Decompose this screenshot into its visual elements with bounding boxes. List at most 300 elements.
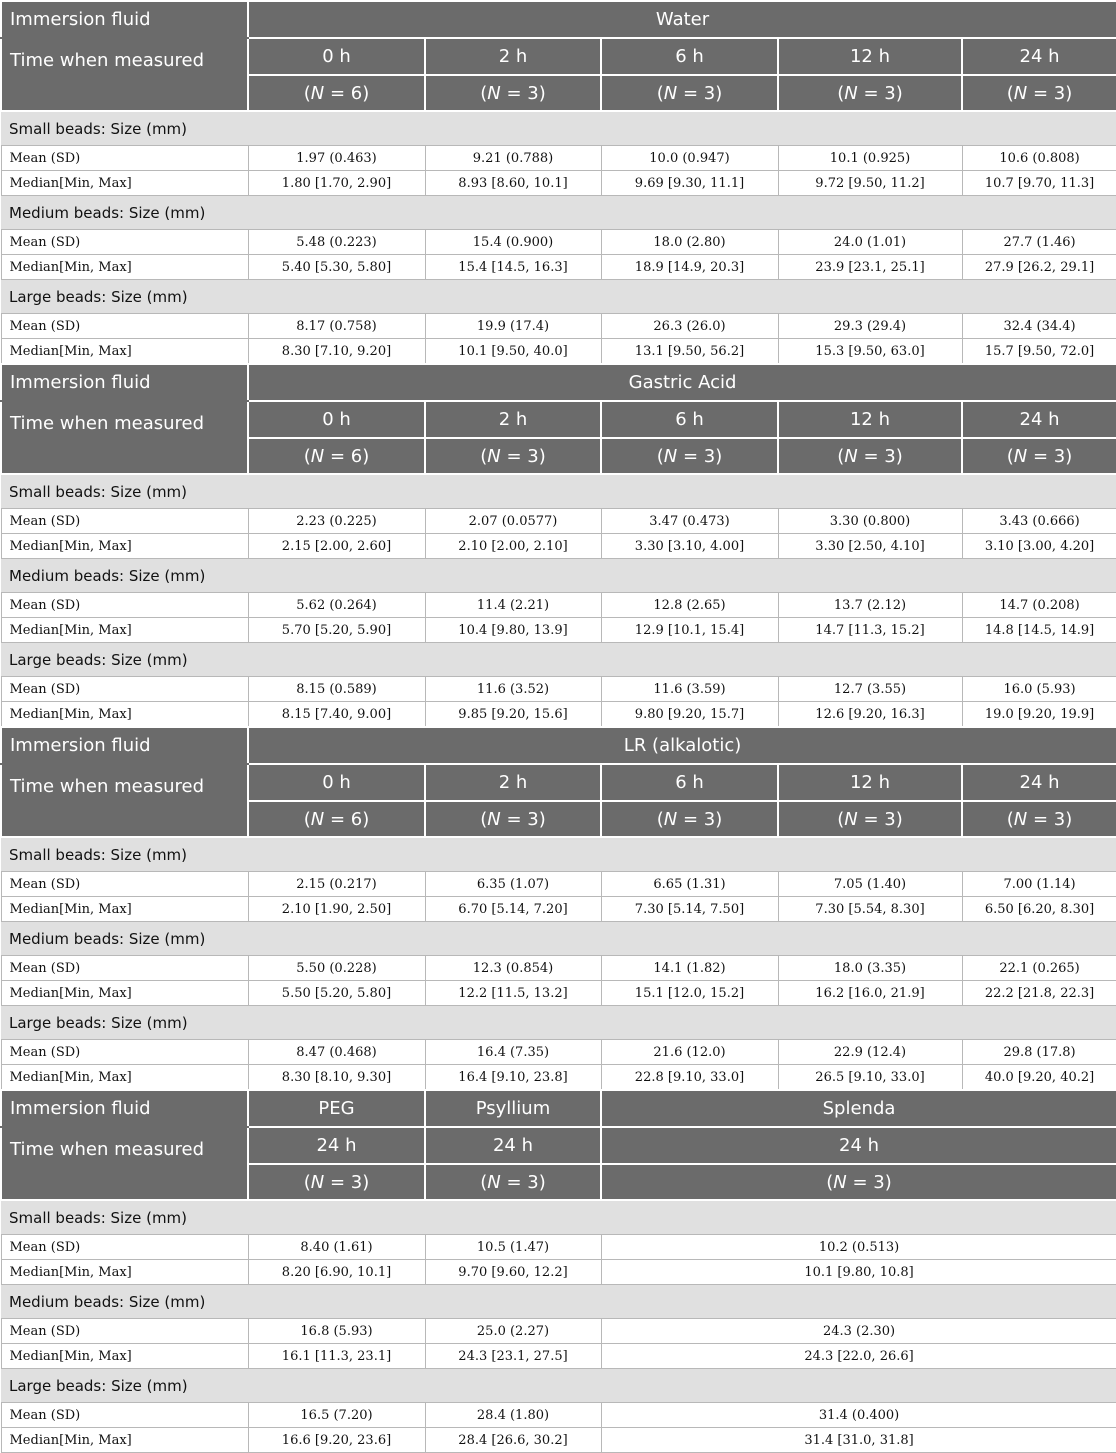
n-value: 3 (527, 808, 539, 830)
data-cell: 16.8 (5.93) (248, 1319, 425, 1344)
n-close-paren: ) (1065, 808, 1073, 830)
n-open-paren: ( (303, 1171, 311, 1193)
sample-size-header (248, 438, 425, 474)
n-variable: N (1013, 82, 1028, 104)
data-row-median (1, 897, 1116, 922)
data-cell: 31.4 [31.0, 31.8] (601, 1428, 1116, 1453)
n-value: 3 (527, 82, 539, 104)
large-beads-heading: Large beads: Size (mm) (1, 280, 1116, 314)
data-cell: 24.3 (2.30) (601, 1319, 1116, 1344)
immersion-fluid-label: Immersion fluid (1, 727, 248, 764)
data-cell: 9.69 [9.30, 11.1] (601, 171, 778, 196)
n-value: 3 (873, 1171, 885, 1193)
n-variable: N (310, 1171, 325, 1193)
time-header: 24 h (425, 1127, 601, 1164)
fluid-name: PEG (248, 1090, 425, 1127)
data-cell: 10.1 [9.50, 40.0] (425, 339, 601, 365)
data-row-median (1, 1260, 1116, 1285)
data-cell: 15.7 [9.50, 72.0] (962, 339, 1116, 365)
sample-size-header (601, 75, 778, 111)
row-label-mean-sd: Mean (SD) (1, 1319, 248, 1344)
sample-size-header (248, 801, 425, 837)
n-close-paren: ) (1065, 82, 1073, 104)
small-beads-heading: Small beads: Size (mm) (1, 474, 1116, 509)
row-label-mean-sd: Mean (SD) (1, 1403, 248, 1428)
immersion-fluid-label: Immersion fluid (1, 1090, 248, 1127)
n-variable: N (1013, 808, 1028, 830)
n-close-paren: ) (1065, 445, 1073, 467)
row-label-median-min-max: Median[Min, Max] (1, 534, 248, 559)
data-cell: 8.30 [8.10, 9.30] (248, 1065, 425, 1091)
data-cell: 8.17 (0.758) (248, 314, 425, 339)
data-cell: 3.30 [3.10, 4.00] (601, 534, 778, 559)
data-cell: 12.3 (0.854) (425, 956, 601, 981)
row-label-median-min-max: Median[Min, Max] (1, 702, 248, 728)
data-cell: 7.30 [5.14, 7.50] (601, 897, 778, 922)
data-cell: 13.1 [9.50, 56.2] (601, 339, 778, 365)
n-equals: = (500, 82, 528, 104)
fluid-name: Gastric Acid (248, 364, 1116, 401)
data-cell: 7.05 (1.40) (778, 872, 962, 897)
data-cell: 9.72 [9.50, 11.2] (778, 171, 962, 196)
section-row-medium (1, 196, 1116, 230)
data-cell: 29.8 (17.8) (962, 1040, 1116, 1065)
data-cell: 6.50 [6.20, 8.30] (962, 897, 1116, 922)
data-cell: 28.4 [26.6, 30.2] (425, 1428, 601, 1453)
data-cell: 24.3 [22.0, 26.6] (601, 1344, 1116, 1369)
small-beads-heading: Small beads: Size (mm) (1, 837, 1116, 872)
data-cell: 8.15 (0.589) (248, 677, 425, 702)
sample-size-header (778, 801, 962, 837)
n-value: 3 (350, 1171, 363, 1193)
n-value: 3 (884, 808, 896, 830)
n-open-paren: ( (837, 808, 845, 830)
row-label-median-min-max: Median[Min, Max] (1, 1065, 248, 1091)
data-cell: 27.9 [26.2, 29.1] (962, 255, 1116, 280)
data-row-mean (1, 1235, 1116, 1260)
section-row-small (1, 111, 1116, 146)
time-header: 0 h (248, 764, 425, 801)
n-variable: N (663, 82, 678, 104)
data-cell: 9.80 [9.20, 15.7] (601, 702, 778, 728)
large-beads-heading: Large beads: Size (mm) (1, 1369, 1116, 1403)
data-row-mean (1, 1403, 1116, 1428)
data-cell: 8.40 (1.61) (248, 1235, 425, 1260)
data-cell: 9.85 [9.20, 15.6] (425, 702, 601, 728)
section-row-small (1, 837, 1116, 872)
data-cell: 22.1 (0.265) (962, 956, 1116, 981)
n-close-paren: ) (362, 1171, 370, 1193)
header-row-time (1, 401, 1116, 438)
data-cell: 10.6 (0.808) (962, 146, 1116, 171)
data-cell: 23.9 [23.1, 25.1] (778, 255, 962, 280)
data-cell: 25.0 (2.27) (425, 1319, 601, 1344)
data-cell: 2.23 (0.225) (248, 509, 425, 534)
n-equals: = (324, 1171, 351, 1193)
data-row-median (1, 1065, 1116, 1091)
sample-size-header (248, 1164, 425, 1200)
header-row-fluid (1, 364, 1116, 401)
data-cell: 16.6 [9.20, 23.6] (248, 1428, 425, 1453)
data-cell: 22.2 [21.8, 22.3] (962, 981, 1116, 1006)
data-cell: 3.30 [2.50, 4.10] (778, 534, 962, 559)
data-cell: 5.48 (0.223) (248, 230, 425, 255)
n-open-paren: ( (837, 82, 845, 104)
n-equals: = (677, 445, 704, 467)
medium-beads-heading: Medium beads: Size (mm) (1, 1285, 1116, 1319)
n-close-paren: ) (362, 808, 370, 830)
data-cell: 12.6 [9.20, 16.3] (778, 702, 962, 728)
time-measured-label: Time when measured (1, 401, 248, 474)
large-beads-heading: Large beads: Size (mm) (1, 1006, 1116, 1040)
section-row-small (1, 474, 1116, 509)
row-label-median-min-max: Median[Min, Max] (1, 618, 248, 643)
small-beads-heading: Small beads: Size (mm) (1, 1200, 1116, 1235)
data-cell: 21.6 (12.0) (601, 1040, 778, 1065)
data-cell: 10.0 (0.947) (601, 146, 778, 171)
n-value: 3 (527, 445, 539, 467)
time-header: 24 h (962, 764, 1116, 801)
n-close-paren: ) (538, 808, 546, 830)
data-cell: 18.0 (3.35) (778, 956, 962, 981)
n-variable: N (833, 1171, 847, 1193)
data-cell: 19.0 [9.20, 19.9] (962, 702, 1116, 728)
data-cell: 8.30 [7.10, 9.20] (248, 339, 425, 365)
data-cell: 29.3 (29.4) (778, 314, 962, 339)
n-value: 3 (884, 82, 896, 104)
data-cell: 14.1 (1.82) (601, 956, 778, 981)
n-variable: N (844, 445, 858, 467)
n-equals: = (1027, 82, 1054, 104)
n-open-paren: ( (303, 82, 311, 104)
data-cell: 10.2 (0.513) (601, 1235, 1116, 1260)
time-header: 12 h (778, 764, 962, 801)
n-open-paren: ( (1006, 82, 1014, 104)
data-cell: 10.1 (0.925) (778, 146, 962, 171)
row-label-mean-sd: Mean (SD) (1, 509, 248, 534)
sample-size-header (248, 75, 425, 111)
n-value: 3 (1053, 82, 1066, 104)
fluid-name: Splenda (601, 1090, 1116, 1127)
n-value: 3 (884, 445, 896, 467)
header-row-time (1, 38, 1116, 75)
data-cell: 8.15 [7.40, 9.00] (248, 702, 425, 728)
data-cell: 18.0 (2.80) (601, 230, 778, 255)
n-equals: = (500, 808, 528, 830)
n-value: 6 (350, 445, 363, 467)
large-beads-heading: Large beads: Size (mm) (1, 643, 1116, 677)
immersion-fluid-label: Immersion fluid (1, 1, 248, 38)
row-label-mean-sd: Mean (SD) (1, 230, 248, 255)
data-cell: 10.1 [9.80, 10.8] (601, 1260, 1116, 1285)
n-equals: = (677, 82, 704, 104)
data-cell: 12.7 (3.55) (778, 677, 962, 702)
n-variable: N (487, 445, 501, 467)
fluid-name: Water (248, 1, 1116, 38)
n-equals: = (857, 808, 885, 830)
data-cell: 27.7 (1.46) (962, 230, 1116, 255)
data-row-mean (1, 956, 1116, 981)
n-equals: = (1027, 808, 1054, 830)
time-measured-label: Time when measured (1, 1127, 248, 1200)
medium-beads-heading: Medium beads: Size (mm) (1, 559, 1116, 593)
data-cell: 15.1 [12.0, 15.2] (601, 981, 778, 1006)
sample-size-header (601, 438, 778, 474)
data-cell: 12.8 (2.65) (601, 593, 778, 618)
row-label-median-min-max: Median[Min, Max] (1, 171, 248, 196)
data-cell: 2.10 [2.00, 2.10] (425, 534, 601, 559)
data-row-mean (1, 230, 1116, 255)
n-equals: = (500, 1171, 528, 1193)
data-cell: 16.0 (5.93) (962, 677, 1116, 702)
n-value: 3 (703, 808, 716, 830)
row-label-median-min-max: Median[Min, Max] (1, 897, 248, 922)
n-equals: = (324, 82, 351, 104)
n-variable: N (487, 1171, 501, 1193)
data-cell: 6.65 (1.31) (601, 872, 778, 897)
sample-size-header (778, 438, 962, 474)
data-row-mean (1, 677, 1116, 702)
data-cell: 10.4 [9.80, 13.9] (425, 618, 601, 643)
data-cell: 14.7 [11.3, 15.2] (778, 618, 962, 643)
data-row-mean (1, 593, 1116, 618)
row-label-mean-sd: Mean (SD) (1, 1235, 248, 1260)
time-measured-label: Time when measured (1, 764, 248, 837)
data-cell: 14.8 [14.5, 14.9] (962, 618, 1116, 643)
n-open-paren: ( (837, 445, 845, 467)
data-row-median (1, 702, 1116, 728)
n-equals: = (1027, 445, 1054, 467)
section-row-large (1, 280, 1116, 314)
n-variable: N (487, 808, 501, 830)
data-cell: 10.5 (1.47) (425, 1235, 601, 1260)
data-cell: 5.50 (0.228) (248, 956, 425, 981)
n-close-paren: ) (362, 445, 370, 467)
data-cell: 2.10 [1.90, 2.50] (248, 897, 425, 922)
row-label-mean-sd: Mean (SD) (1, 677, 248, 702)
n-close-paren: ) (884, 1171, 892, 1193)
n-open-paren: ( (480, 82, 488, 104)
n-close-paren: ) (715, 808, 723, 830)
sample-size-header (962, 801, 1116, 837)
n-open-paren: ( (303, 808, 311, 830)
data-cell: 15.3 [9.50, 63.0] (778, 339, 962, 365)
row-label-median-min-max: Median[Min, Max] (1, 255, 248, 280)
row-label-mean-sd: Mean (SD) (1, 593, 248, 618)
time-header: 12 h (778, 401, 962, 438)
data-cell: 15.4 (0.900) (425, 230, 601, 255)
n-variable: N (1013, 445, 1028, 467)
n-open-paren: ( (1006, 808, 1014, 830)
header-row-time (1, 764, 1116, 801)
n-value: 3 (527, 1171, 539, 1193)
sample-size-header (778, 75, 962, 111)
time-header: 2 h (425, 764, 601, 801)
data-cell: 31.4 (0.400) (601, 1403, 1116, 1428)
section-row-medium (1, 922, 1116, 956)
n-variable: N (310, 808, 325, 830)
n-equals: = (857, 445, 885, 467)
section-row-large (1, 1369, 1116, 1403)
data-cell: 32.4 (34.4) (962, 314, 1116, 339)
n-equals: = (846, 1171, 874, 1193)
time-header: 24 h (962, 38, 1116, 75)
n-close-paren: ) (895, 82, 903, 104)
data-cell: 10.7 [9.70, 11.3] (962, 171, 1116, 196)
time-header: 0 h (248, 38, 425, 75)
data-row-mean (1, 314, 1116, 339)
data-cell: 6.70 [5.14, 7.20] (425, 897, 601, 922)
n-close-paren: ) (895, 808, 903, 830)
n-close-paren: ) (538, 82, 546, 104)
data-row-median (1, 1428, 1116, 1453)
n-equals: = (324, 445, 351, 467)
n-value: 3 (1053, 808, 1066, 830)
data-cell: 3.10 [3.00, 4.20] (962, 534, 1116, 559)
data-cell: 22.8 [9.10, 33.0] (601, 1065, 778, 1091)
n-value: 3 (1053, 445, 1066, 467)
data-cell: 26.5 [9.10, 33.0] (778, 1065, 962, 1091)
medium-beads-heading: Medium beads: Size (mm) (1, 196, 1116, 230)
header-row-fluid (1, 727, 1116, 764)
n-close-paren: ) (715, 82, 723, 104)
data-cell: 28.4 (1.80) (425, 1403, 601, 1428)
data-cell: 14.7 (0.208) (962, 593, 1116, 618)
sample-size-header (425, 801, 601, 837)
immersion-fluid-label: Immersion fluid (1, 364, 248, 401)
sample-size-header (962, 75, 1116, 111)
time-header: 24 h (962, 401, 1116, 438)
data-cell: 7.30 [5.54, 8.30] (778, 897, 962, 922)
data-cell: 16.5 (7.20) (248, 1403, 425, 1428)
fluid-name: LR (alkalotic) (248, 727, 1116, 764)
n-variable: N (844, 82, 858, 104)
data-cell: 16.4 (7.35) (425, 1040, 601, 1065)
data-row-median (1, 618, 1116, 643)
n-open-paren: ( (303, 445, 311, 467)
data-row-mean (1, 509, 1116, 534)
row-label-mean-sd: Mean (SD) (1, 146, 248, 171)
section-row-small (1, 1200, 1116, 1235)
data-cell: 2.07 (0.0577) (425, 509, 601, 534)
n-equals: = (324, 808, 351, 830)
n-open-paren: ( (480, 808, 488, 830)
n-equals: = (500, 445, 528, 467)
data-cell: 24.3 [23.1, 27.5] (425, 1344, 601, 1369)
sample-size-header (601, 801, 778, 837)
data-cell: 9.70 [9.60, 12.2] (425, 1260, 601, 1285)
data-row-mean (1, 872, 1116, 897)
data-row-mean (1, 1319, 1116, 1344)
header-row-time (1, 1127, 1116, 1164)
data-cell: 7.00 (1.14) (962, 872, 1116, 897)
data-cell: 2.15 (0.217) (248, 872, 425, 897)
data-row-mean (1, 146, 1116, 171)
n-equals: = (677, 808, 704, 830)
time-header: 24 h (601, 1127, 1116, 1164)
n-variable: N (310, 82, 325, 104)
n-value: 3 (703, 82, 716, 104)
row-label-median-min-max: Median[Min, Max] (1, 1344, 248, 1369)
data-cell: 16.4 [9.10, 23.8] (425, 1065, 601, 1091)
n-close-paren: ) (362, 82, 370, 104)
data-cell: 40.0 [9.20, 40.2] (962, 1065, 1116, 1091)
row-label-median-min-max: Median[Min, Max] (1, 339, 248, 365)
data-row-median (1, 171, 1116, 196)
row-label-mean-sd: Mean (SD) (1, 872, 248, 897)
data-cell: 3.30 (0.800) (778, 509, 962, 534)
data-cell: 22.9 (12.4) (778, 1040, 962, 1065)
n-open-paren: ( (656, 445, 664, 467)
data-cell: 11.6 (3.52) (425, 677, 601, 702)
n-variable: N (487, 82, 501, 104)
medium-beads-heading: Medium beads: Size (mm) (1, 922, 1116, 956)
data-row-mean (1, 1040, 1116, 1065)
data-cell: 5.62 (0.264) (248, 593, 425, 618)
sample-size-header (425, 438, 601, 474)
row-label-mean-sd: Mean (SD) (1, 956, 248, 981)
sample-size-header (425, 1164, 601, 1200)
sample-size-header (962, 438, 1116, 474)
row-label-median-min-max: Median[Min, Max] (1, 1428, 248, 1453)
row-label-mean-sd: Mean (SD) (1, 1040, 248, 1065)
n-value: 3 (703, 445, 716, 467)
n-close-paren: ) (895, 445, 903, 467)
n-variable: N (663, 808, 678, 830)
data-cell: 26.3 (26.0) (601, 314, 778, 339)
n-value: 6 (350, 82, 363, 104)
n-variable: N (663, 445, 678, 467)
row-label-mean-sd: Mean (SD) (1, 314, 248, 339)
time-header: 6 h (601, 401, 778, 438)
n-open-paren: ( (480, 445, 488, 467)
n-value: 6 (350, 808, 363, 830)
data-cell: 5.50 [5.20, 5.80] (248, 981, 425, 1006)
row-label-median-min-max: Median[Min, Max] (1, 1260, 248, 1285)
sample-size-header (601, 1164, 1116, 1200)
n-open-paren: ( (1006, 445, 1014, 467)
small-beads-heading: Small beads: Size (mm) (1, 111, 1116, 146)
data-cell: 3.43 (0.666) (962, 509, 1116, 534)
data-cell: 18.9 [14.9, 20.3] (601, 255, 778, 280)
data-cell: 9.21 (0.788) (425, 146, 601, 171)
data-cell: 16.2 [16.0, 21.9] (778, 981, 962, 1006)
sample-size-header (425, 75, 601, 111)
data-cell: 12.9 [10.1, 15.4] (601, 618, 778, 643)
time-measured-label: Time when measured (1, 38, 248, 111)
data-row-median (1, 1344, 1116, 1369)
data-row-median (1, 339, 1116, 365)
n-close-paren: ) (715, 445, 723, 467)
data-row-median (1, 981, 1116, 1006)
time-header: 24 h (248, 1127, 425, 1164)
time-header: 2 h (425, 38, 601, 75)
data-row-median (1, 534, 1116, 559)
header-row-fluid (1, 1090, 1116, 1127)
n-open-paren: ( (656, 808, 664, 830)
data-cell: 5.40 [5.30, 5.80] (248, 255, 425, 280)
n-open-paren: ( (826, 1171, 834, 1193)
n-equals: = (857, 82, 885, 104)
row-label-median-min-max: Median[Min, Max] (1, 981, 248, 1006)
header-row-fluid (1, 1, 1116, 38)
n-close-paren: ) (538, 1171, 546, 1193)
n-variable: N (310, 445, 325, 467)
time-header: 2 h (425, 401, 601, 438)
n-open-paren: ( (656, 82, 664, 104)
section-row-large (1, 643, 1116, 677)
data-cell: 8.93 [8.60, 10.1] (425, 171, 601, 196)
